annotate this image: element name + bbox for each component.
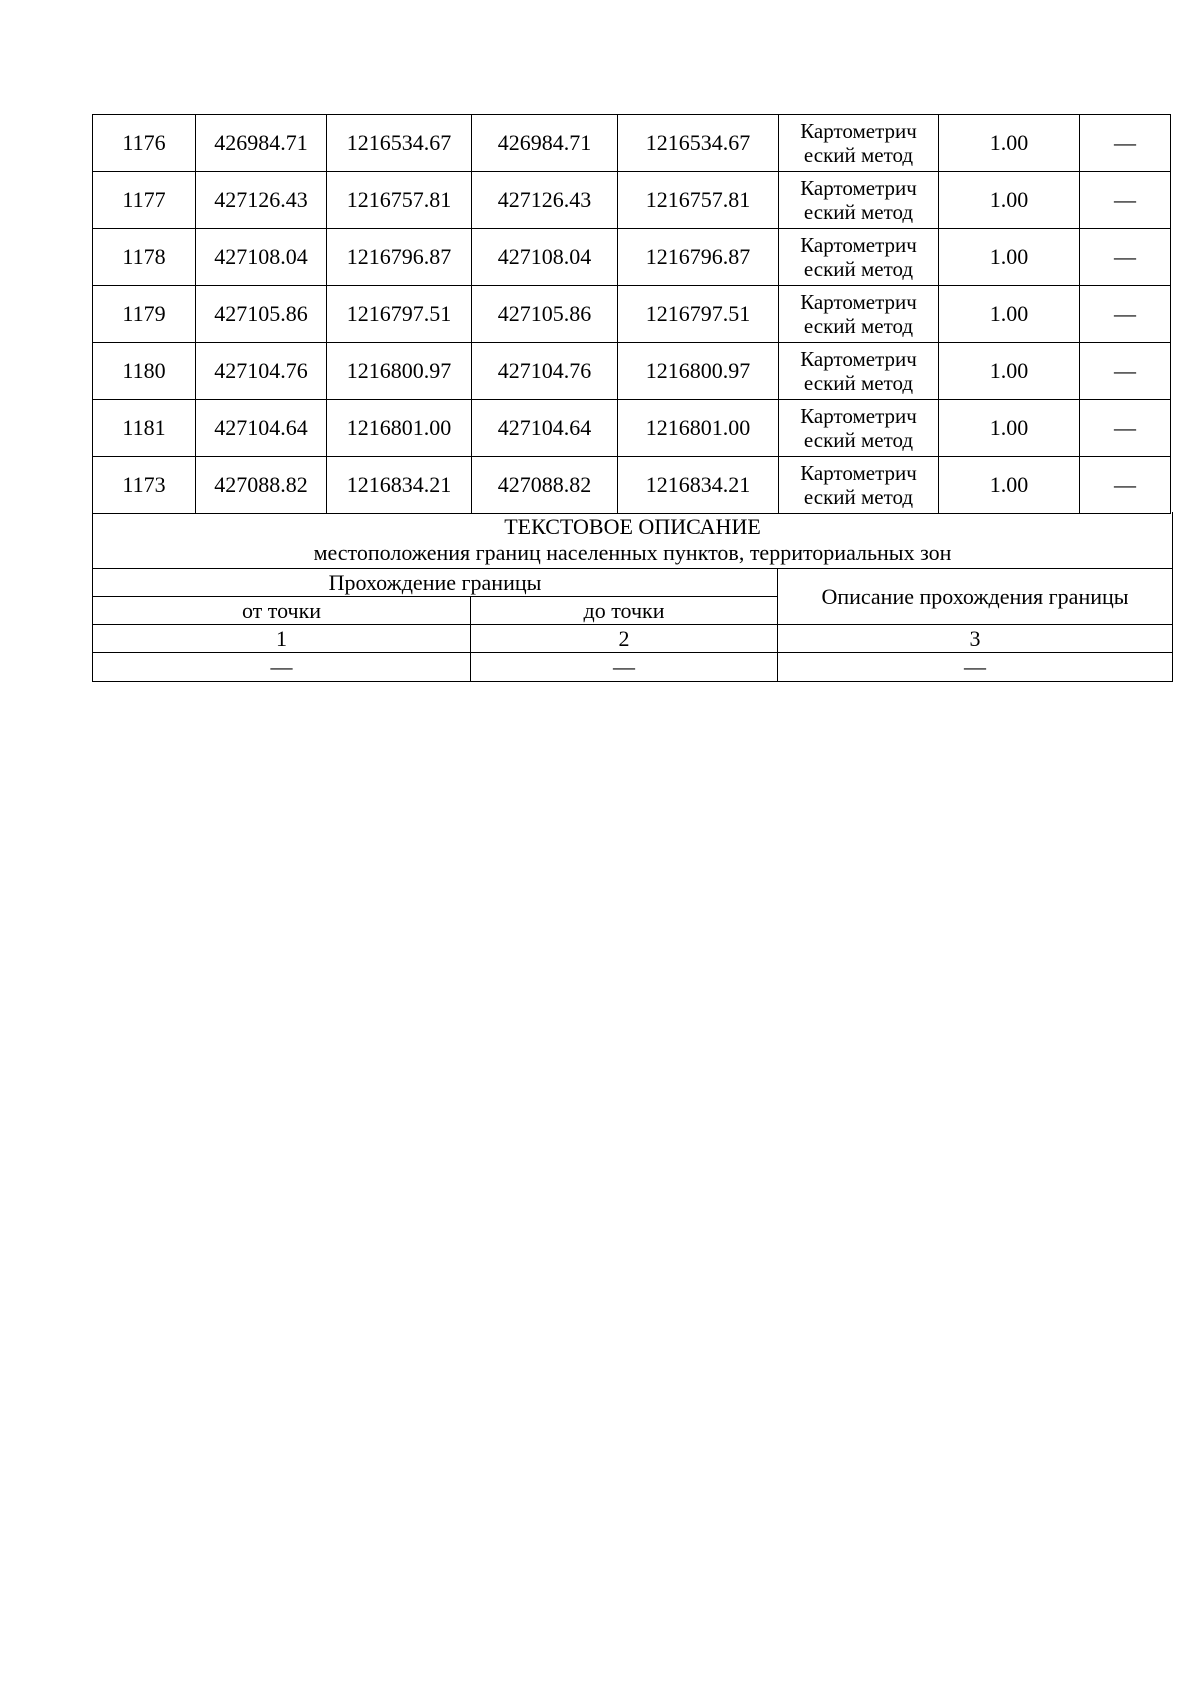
description-subtitle: местоположения границ населенных пунктов, территориальных зон: [313, 540, 952, 565]
x-coordinate-clarified: 427088.82: [472, 457, 618, 514]
y-coordinate-clarified: 1216801.00: [618, 400, 779, 457]
y-coordinate-existing: 1216834.21: [327, 457, 472, 514]
table-row: [93, 286, 1171, 343]
method-line-1: Картометрич: [800, 290, 917, 314]
method-line-2: еский метод: [803, 143, 914, 167]
x-coordinate-clarified: 427126.43: [472, 172, 618, 229]
description-value: —: [778, 653, 1173, 682]
x-coordinate-clarified: 427104.64: [472, 400, 618, 457]
y-coordinate-existing: 1216800.97: [327, 343, 472, 400]
method-line-2: еский метод: [803, 257, 914, 281]
accuracy-value: 1.00: [939, 115, 1080, 172]
x-coordinate-existing: 427105.86: [196, 286, 327, 343]
table-row: [93, 229, 1171, 286]
method-line-1: Картометрич: [800, 233, 917, 257]
description-values-row: [93, 653, 1173, 682]
text-description-table: [92, 512, 1173, 682]
x-coordinate-existing: 427088.82: [196, 457, 327, 514]
accuracy-value: 1.00: [939, 286, 1080, 343]
coordinates-table-body: [93, 115, 1171, 514]
method-line-1: Картометрич: [800, 176, 917, 200]
method-line-2: еский метод: [803, 200, 914, 224]
x-coordinate-existing: 427104.76: [196, 343, 327, 400]
note-value: —: [1080, 286, 1171, 343]
y-coordinate-clarified: 1216834.21: [618, 457, 779, 514]
table-row: [93, 172, 1171, 229]
method-cell: [779, 172, 939, 229]
method-line-1: Картометрич: [800, 119, 917, 143]
description-title: ТЕКСТОВОЕ ОПИСАНИЕ: [504, 514, 761, 539]
y-coordinate-clarified: 1216534.67: [618, 115, 779, 172]
y-coordinate-clarified: 1216797.51: [618, 286, 779, 343]
passage-header: Прохождение границы: [93, 569, 778, 597]
x-coordinate-existing: 426984.71: [196, 115, 327, 172]
note-value: —: [1080, 400, 1171, 457]
point-number: 1180: [93, 343, 196, 400]
point-number: 1178: [93, 229, 196, 286]
method-cell: [779, 343, 939, 400]
y-coordinate-existing: 1216757.81: [327, 172, 472, 229]
column-number-1: 1: [93, 625, 471, 653]
method-line-1: Картометрич: [800, 347, 917, 371]
passage-header-row: [93, 569, 1173, 597]
note-value: —: [1080, 115, 1171, 172]
note-value: —: [1080, 457, 1171, 514]
method-line-2: еский метод: [803, 314, 914, 338]
point-number: 1181: [93, 400, 196, 457]
column-numbers-row: [93, 625, 1173, 653]
method-line-2: еский метод: [803, 428, 914, 452]
method-line-1: Картометрич: [800, 461, 917, 485]
table-row: [93, 457, 1171, 514]
x-coordinate-clarified: 427105.86: [472, 286, 618, 343]
method-cell: [779, 457, 939, 514]
y-coordinate-existing: 1216534.67: [327, 115, 472, 172]
to-point-header: до точки: [471, 597, 778, 625]
accuracy-value: 1.00: [939, 229, 1080, 286]
description-title-row: [93, 512, 1173, 569]
y-coordinate-existing: 1216801.00: [327, 400, 472, 457]
column-number-3: 3: [778, 625, 1173, 653]
point-number: 1176: [93, 115, 196, 172]
method-cell: [779, 115, 939, 172]
y-coordinate-clarified: 1216800.97: [618, 343, 779, 400]
accuracy-value: 1.00: [939, 457, 1080, 514]
y-coordinate-clarified: 1216757.81: [618, 172, 779, 229]
note-value: —: [1080, 172, 1171, 229]
coordinates-table: [92, 114, 1171, 514]
accuracy-value: 1.00: [939, 172, 1080, 229]
accuracy-value: 1.00: [939, 343, 1080, 400]
accuracy-value: 1.00: [939, 400, 1080, 457]
x-coordinate-existing: 427126.43: [196, 172, 327, 229]
method-cell: [779, 400, 939, 457]
y-coordinate-existing: 1216796.87: [327, 229, 472, 286]
column-number-2: 2: [471, 625, 778, 653]
point-number: 1177: [93, 172, 196, 229]
point-number: 1173: [93, 457, 196, 514]
method-line-1: Картометрич: [800, 404, 917, 428]
x-coordinate-existing: 427108.04: [196, 229, 327, 286]
table-row: [93, 115, 1171, 172]
description-header: Описание прохождения границы: [778, 569, 1173, 625]
description-title-cell: [93, 512, 1173, 569]
method-line-2: еский метод: [803, 485, 914, 509]
note-value: —: [1080, 343, 1171, 400]
from-point-value: —: [93, 653, 471, 682]
from-point-header: от точки: [93, 597, 471, 625]
method-cell: [779, 286, 939, 343]
table-row: [93, 400, 1171, 457]
to-point-value: —: [471, 653, 778, 682]
y-coordinate-clarified: 1216796.87: [618, 229, 779, 286]
table-row: [93, 343, 1171, 400]
method-cell: [779, 229, 939, 286]
note-value: —: [1080, 229, 1171, 286]
y-coordinate-existing: 1216797.51: [327, 286, 472, 343]
x-coordinate-clarified: 427104.76: [472, 343, 618, 400]
x-coordinate-clarified: 426984.71: [472, 115, 618, 172]
x-coordinate-existing: 427104.64: [196, 400, 327, 457]
method-line-2: еский метод: [803, 371, 914, 395]
point-number: 1179: [93, 286, 196, 343]
x-coordinate-clarified: 427108.04: [472, 229, 618, 286]
